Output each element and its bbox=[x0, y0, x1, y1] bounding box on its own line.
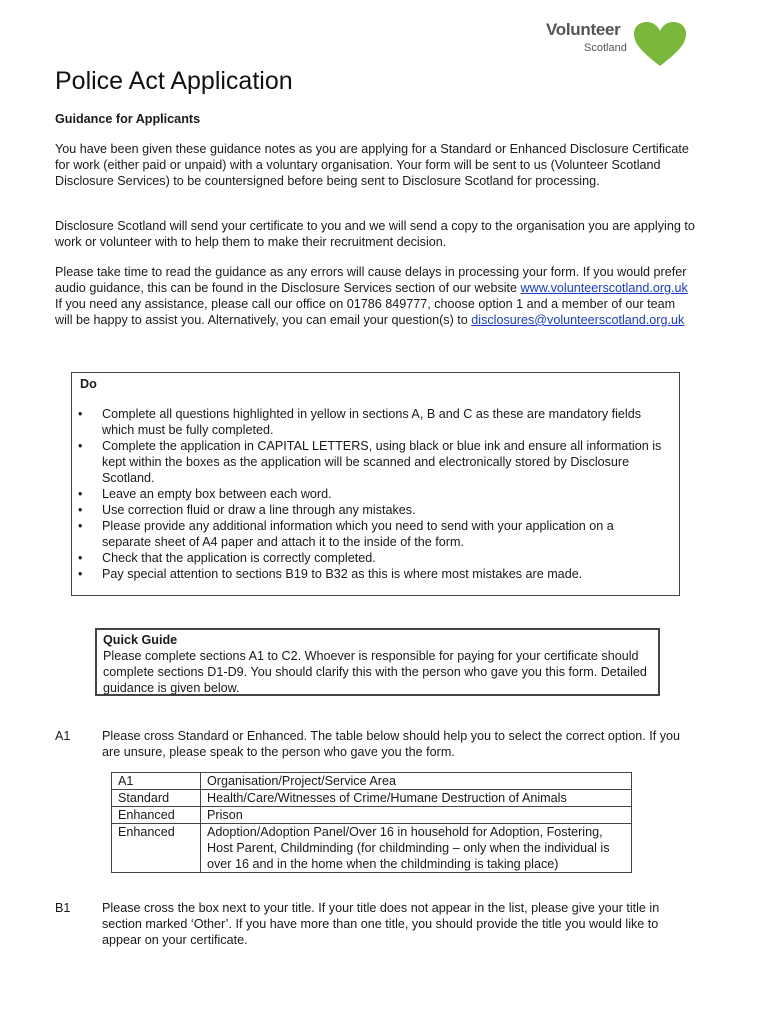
do-list-item: • Please provide any additional information which you need to send with your application on a separate sheet of A4 paper and attach it to the inside of the form. bbox=[72, 518, 662, 550]
do-list bbox=[72, 406, 662, 582]
website-link[interactable]: www.volunteerscotland.org.uk bbox=[520, 281, 688, 295]
do-list-item: • Check that the application is correctly completed. bbox=[72, 550, 662, 566]
do-box-title: Do bbox=[80, 377, 97, 391]
do-list-item: • Complete all questions highlighted in yellow in sections A, B and C as these are mandatory fields which must be fully completed. bbox=[72, 406, 662, 438]
table-cell: Enhanced bbox=[112, 824, 201, 873]
intro-paragraph-3-start: Please take time to read the guidance as any errors will cause delays in processing your form. If you would prefer audio guidance, this can be found in the Disclosure Services section of our website bbox=[55, 265, 687, 295]
table-cell: Organisation/Project/Service Area bbox=[201, 773, 632, 790]
table-cell: Health/Care/Witnesses of Crime/Humane Destruction of Animals bbox=[201, 790, 632, 807]
table-row bbox=[112, 773, 632, 790]
email-link[interactable]: disclosures@volunteerscotland.org.uk bbox=[471, 313, 685, 327]
do-list-item: • Leave an empty box between each word. bbox=[72, 486, 662, 502]
quick-guide-title: Quick Guide bbox=[103, 633, 178, 647]
page-title: Police Act Application bbox=[55, 67, 293, 95]
table-row bbox=[112, 807, 632, 824]
heart-icon bbox=[632, 20, 688, 70]
table-row bbox=[112, 824, 632, 873]
intro-paragraph-3 bbox=[55, 264, 695, 328]
table-cell: Standard bbox=[112, 790, 201, 807]
section-b1-text: Please cross the box next to your title. If your title does not appear in the list, please give your title in section marked ‘Other’. If you have more than one title, you should provide the title you would like to appear on your certificate. bbox=[102, 901, 660, 947]
guidance-subtitle: Guidance for Applicants bbox=[55, 112, 201, 126]
do-list-item: • Use correction fluid or draw a line through any mistakes. bbox=[72, 502, 662, 518]
table-cell: A1 bbox=[112, 773, 201, 790]
section-a1-label: A1 bbox=[55, 729, 71, 743]
intro-paragraph-2: Disclosure Scotland will send your certificate to you and we will send a copy to the organisation you are applying to work or volunteer with to help them to make their recruitment decision. bbox=[55, 219, 695, 249]
section-b1-label: B1 bbox=[55, 901, 71, 915]
certificate-type-table bbox=[111, 772, 632, 873]
section-a1-text: Please cross Standard or Enhanced. The table below should help you to select the correct option. If you are unsure, please speak to the person who gave you the form. bbox=[102, 729, 681, 759]
do-box bbox=[71, 372, 680, 596]
quick-guide-box bbox=[95, 628, 660, 696]
logo-word-scotland: Scotland bbox=[584, 42, 627, 54]
do-list-item: • Pay special attention to sections B19 to B32 as this is where most mistakes are made. bbox=[72, 566, 662, 582]
quick-guide-text: Please complete sections A1 to C2. Whoever is responsible for paying for your certificate should complete sections D1-D9. You should clarify this with the person who gave you this form. Detailed guidance is given below. bbox=[103, 649, 647, 695]
volunteer-scotland-logo bbox=[546, 20, 688, 70]
table-cell: Prison bbox=[201, 807, 632, 824]
do-list-item: • Complete the application in CAPITAL LETTERS, using black or blue ink and ensure all information is kept within the boxes as the application will be scanned and electronically stored by Disclosure Scotland. bbox=[72, 438, 662, 486]
table-cell: Enhanced bbox=[112, 807, 201, 824]
table-cell: Adoption/Adoption Panel/Over 16 in household for Adoption, Fostering, Host Parent, Childminding (for childminding – only when the individual is over 16 and in the home when the childminding is taking place) bbox=[201, 824, 632, 873]
intro-paragraph-1: You have been given these guidance notes as you are applying for a Standard or Enhanced Disclosure Certificate for work (either paid or unpaid) with a voluntary organisation. Your form will be sent to us (Volunteer Scotland Disclosure Services) to be countersigned before being sent to Disclosure Scotland for processing. bbox=[55, 142, 689, 188]
logo-word-volunteer: Volunteer bbox=[546, 20, 621, 39]
table-row bbox=[112, 790, 632, 807]
intro-paragraph-3-mid: If you need any assistance, please call our office on 01786 849777, choose option 1 and a member of our team will be happy to assist you. Alternatively, you can email your question(s) to bbox=[55, 297, 676, 327]
